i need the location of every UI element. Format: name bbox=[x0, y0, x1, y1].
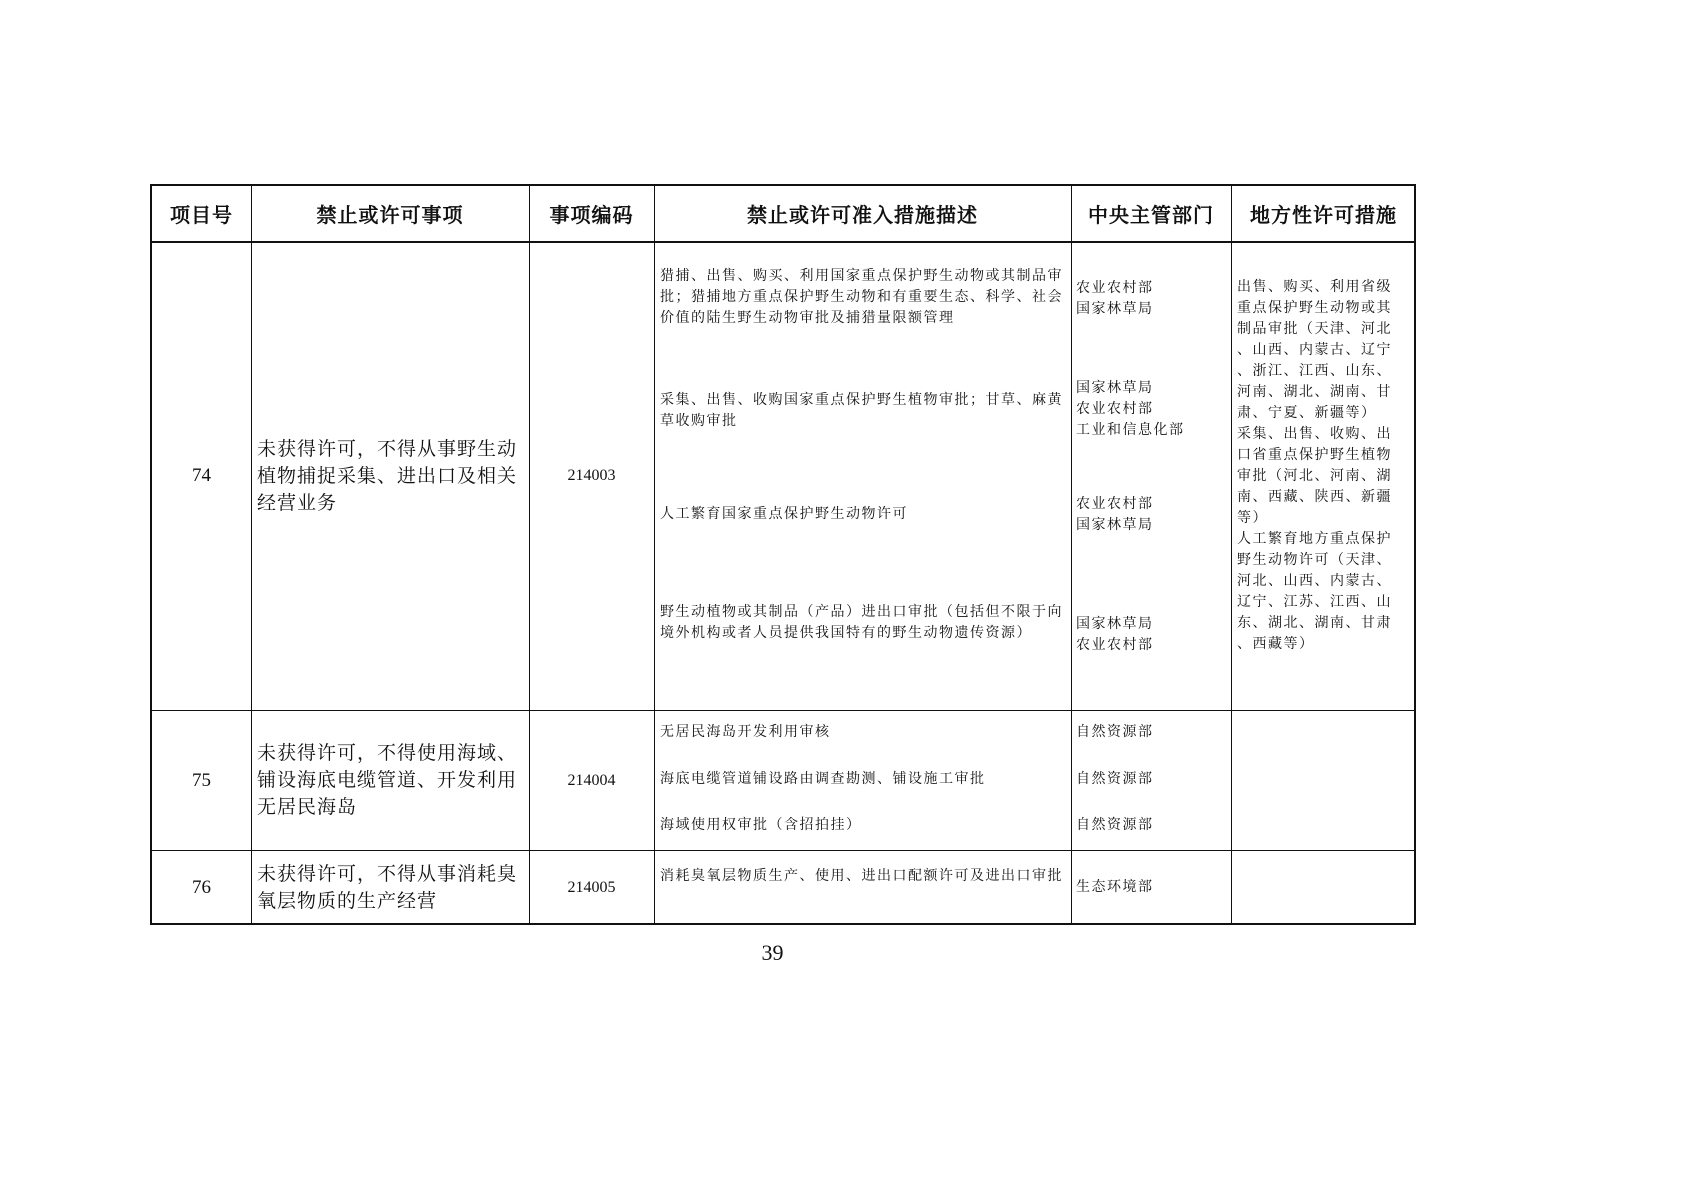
header-cell-description: 禁止或许可准入措施描述 bbox=[747, 203, 978, 227]
header-cell-department: 中央主管部门 bbox=[1088, 203, 1214, 227]
item-code: 214005 bbox=[567, 879, 616, 896]
local-measures bbox=[1231, 851, 1416, 925]
measure-departments: 农业农村部 国家林草局 bbox=[1076, 280, 1154, 317]
measure-description: 猎捕、出售、购买、利用国家重点保护野生动物或其制品审批；猎捕地方重点保护野生动物和有重要生态、科学、社会价值的陆生野生动物审批及捕猎量限额管理 bbox=[660, 268, 1063, 326]
measure-departments: 国家林草局 农业农村部 工业和信息化部 bbox=[1076, 380, 1185, 438]
local-measures bbox=[1231, 711, 1416, 850]
measure-departments: 自然资源部 bbox=[1076, 817, 1154, 833]
local-measures: 出售、购买、利用省级 重点保护野生动物或其 制品审批（天津、河北 、山西、内蒙古、辽宁 、浙江、江西、山东、 河南、湖北、湖南、甘 肃、宁夏、新疆等） 采集、出售、收购、出 口省重点保护野生植物 审批（河北、河南、湖 南、西藏、陕西、新疆 等） 人工繁育地方重点保护 野生动物许可（天津、 河北、山西、内蒙古、 辽宁、江苏、江西、山 东、湖北、湖南、甘肃 、西藏等） bbox=[1237, 279, 1392, 652]
item-text: 未获得许可，不得从事消耗臭氧层物质的生产经营 bbox=[257, 863, 518, 912]
measure-description: 海域使用权审批（含招拍挂） bbox=[660, 817, 862, 833]
page-number: 39 bbox=[761, 940, 784, 965]
measure-description: 采集、出售、收购国家重点保护野生植物审批；甘草、麻黄草收购审批 bbox=[660, 392, 1063, 429]
col-divider bbox=[654, 186, 655, 923]
row-number: 76 bbox=[192, 877, 211, 898]
measure-description: 海底电缆管道铺设路由调查勘测、铺设施工审批 bbox=[660, 771, 986, 787]
measure-description: 无居民海岛开发利用审核 bbox=[660, 724, 831, 740]
measure-description: 野生动植物或其制品（产品）进出口审批（包括但不限于向境外机构或者人员提供我国特有的野生动物遗传资源） bbox=[660, 604, 1063, 641]
item-code: 214004 bbox=[567, 771, 616, 789]
item-text: 未获得许可，不得从事野生动植物捕捉采集、进出口及相关经营业务 bbox=[257, 437, 518, 514]
col-divider bbox=[1071, 186, 1072, 923]
item-code: 214003 bbox=[567, 467, 616, 484]
row-number: 74 bbox=[192, 465, 211, 486]
header-cell-code: 事项编码 bbox=[549, 203, 634, 227]
measure-departments: 农业农村部 国家林草局 bbox=[1076, 496, 1154, 533]
measure-description: 消耗臭氧层物质生产、使用、进出口配额许可及进出口审批 bbox=[660, 868, 1063, 884]
row-number: 75 bbox=[192, 769, 211, 791]
header-cell-number: 项目号 bbox=[170, 203, 233, 227]
permit-table bbox=[150, 184, 1416, 925]
measure-departments: 自然资源部 bbox=[1076, 724, 1154, 740]
measure-departments: 生态环境部 bbox=[1076, 879, 1154, 895]
measure-departments: 国家林草局 农业农村部 bbox=[1076, 616, 1154, 653]
item-text: 未获得许可，不得使用海域、铺设海底电缆管道、开发利用无居民海岛 bbox=[257, 742, 518, 818]
measure-departments: 自然资源部 bbox=[1076, 771, 1154, 787]
header-cell-item: 禁止或许可事项 bbox=[316, 203, 464, 227]
header-cell-local: 地方性许可措施 bbox=[1250, 203, 1397, 227]
measure-description: 人工繁育国家重点保护野生动物许可 bbox=[660, 506, 908, 522]
